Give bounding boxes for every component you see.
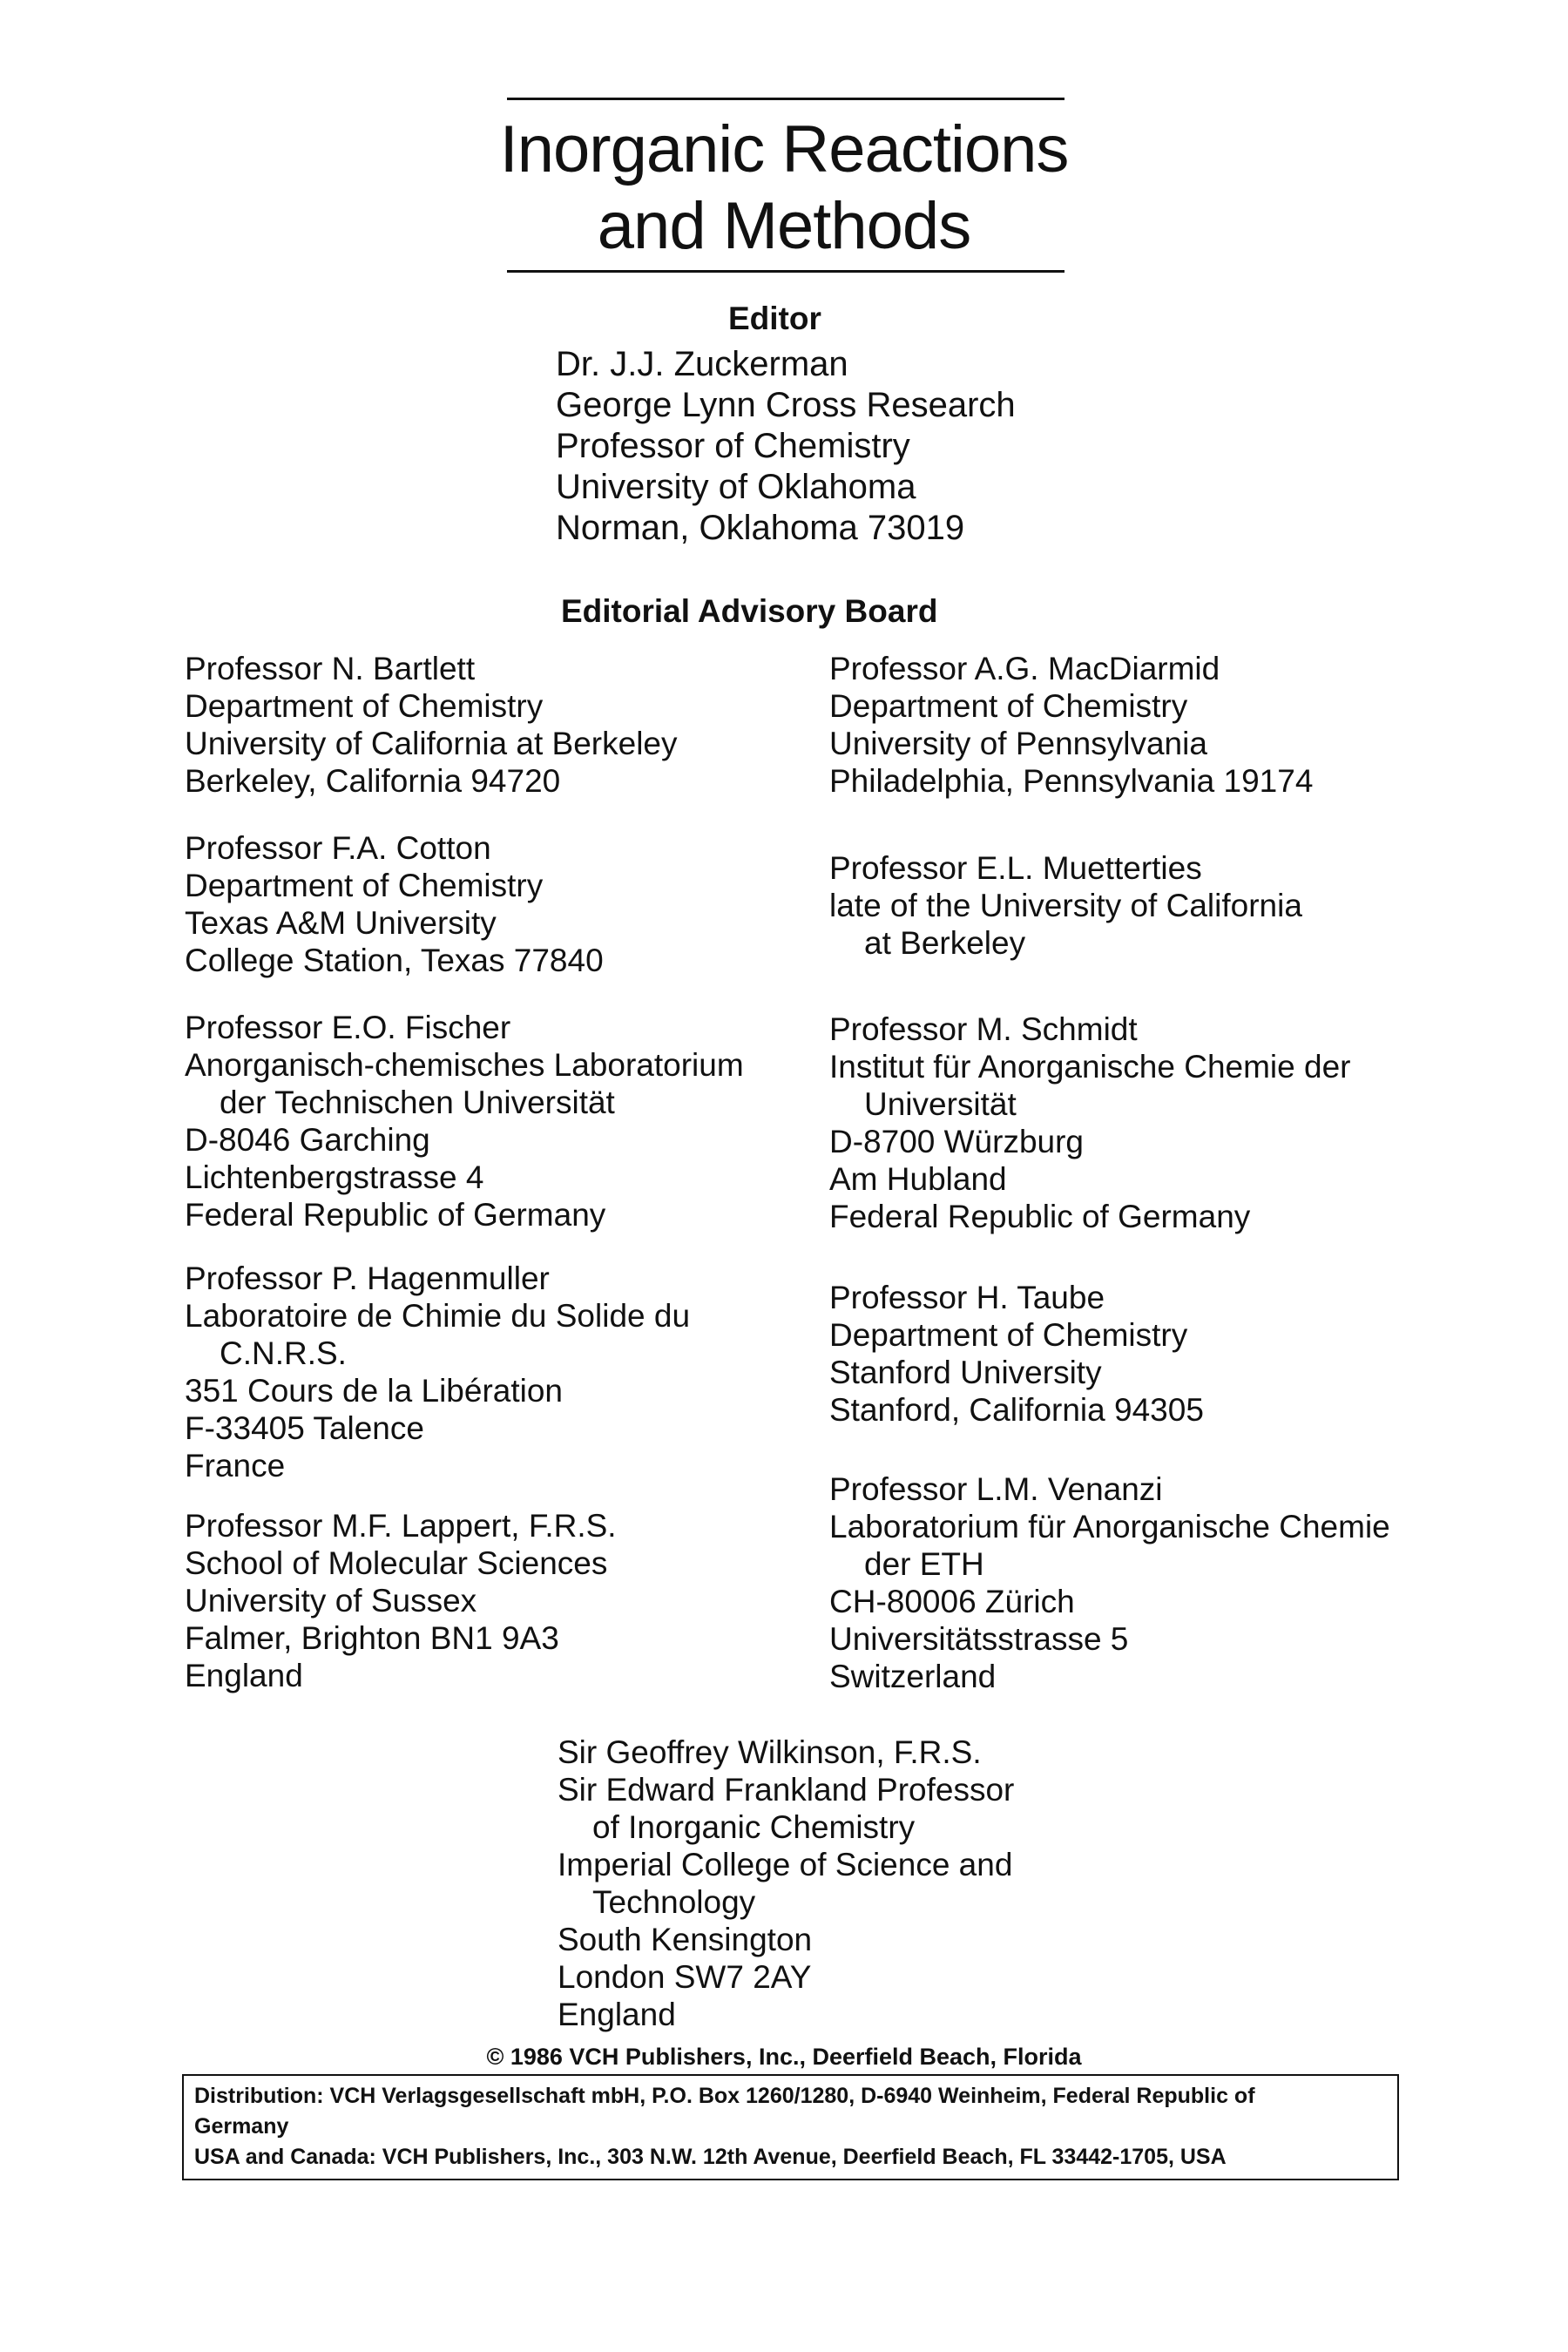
member-muetterties: Professor E.L. Muetterties late of the University of California at Berkeley (829, 850, 1302, 961)
copyright-notice: © 1986 VCH Publishers, Inc., Deerfield Beach, Florida (486, 2044, 1082, 2070)
member-cotton: Professor F.A. Cotton Department of Chemistry Texas A&M University College Station, Texas 77840 (185, 830, 604, 978)
editor-name: Dr. J.J. Zuckerman (556, 345, 848, 383)
board-heading: Editorial Advisory Board (561, 593, 938, 629)
book-title-line-1: Inorganic Reactions (499, 112, 1069, 186)
book-title-line-2: and Methods (597, 189, 971, 263)
member-hagenmuller: Professor P. Hagenmuller Laboratoire de Chimie du Solide du C.N.R.S. 351 Cours de la Libération F-33405 Talence France (185, 1260, 691, 1484)
editor-university: University of Oklahoma (556, 468, 916, 506)
distribution-line-3: USA and Canada: VCH Publishers, Inc., 303 N.W. 12th Avenue, Deerfield Beach, FL 33442-1705, USA (194, 2145, 1227, 2169)
member-venanzi: Professor L.M. Venanzi Laboratorium für Anorganische Chemie der ETH CH-80006 Zürich Universitätsstrasse 5 Switzerland (829, 1471, 1390, 1694)
editor-position: Professor of Chemistry (556, 427, 910, 465)
editor-block (556, 344, 1016, 549)
title-top-rule (507, 98, 1064, 100)
member-lappert: Professor M.F. Lappert, F.R.S. School of Molecular Sciences University of Sussex Falmer, Brighton BN1 9A3 England (185, 1508, 617, 1693)
member-fischer: Professor E.O. Fischer Anorganisch-chemisches Laboratorium der Technischen Universität D-8046 Garching Lichtenbergstrasse 4 Federal Republic of Germany (185, 1010, 744, 1233)
distribution-line-1: Distribution: VCH Verlagsgesellschaft mbH, P.O. Box 1260/1280, D-6940 Weinheim, Federal Republic of (194, 2084, 1255, 2108)
member-schmidt: Professor M. Schmidt Institut für Anorganische Chemie der Universität D-8700 Würzburg Am Hubland Federal Republic of Germany (829, 1011, 1351, 1234)
distribution-line-2: Germany (194, 2114, 289, 2139)
distribution-box (182, 2074, 1399, 2180)
member-taube: Professor H. Taube Department of Chemistry Stanford University Stanford, California 94305 (829, 1280, 1204, 1428)
member-wilkinson: Sir Geoffrey Wilkinson, F.R.S. Sir Edward Frankland Professor of Inorganic Chemistry Imperial College of Science and Technology South Kensington London SW7 2AY England (558, 1734, 1015, 2032)
member-bartlett: Professor N. Bartlett Department of Chemistry University of California at Berkeley Berkeley, California 94720 (185, 651, 678, 799)
editor-address: Norman, Oklahoma 73019 (556, 509, 965, 547)
editor-title: George Lynn Cross Research (556, 386, 1016, 424)
editor-heading: Editor (728, 301, 821, 336)
member-macdiarmid: Professor A.G. MacDiarmid Department of Chemistry University of Pennsylvania Philadelphia, Pennsylvania 19174 (829, 651, 1314, 799)
title-bottom-rule (507, 270, 1064, 273)
